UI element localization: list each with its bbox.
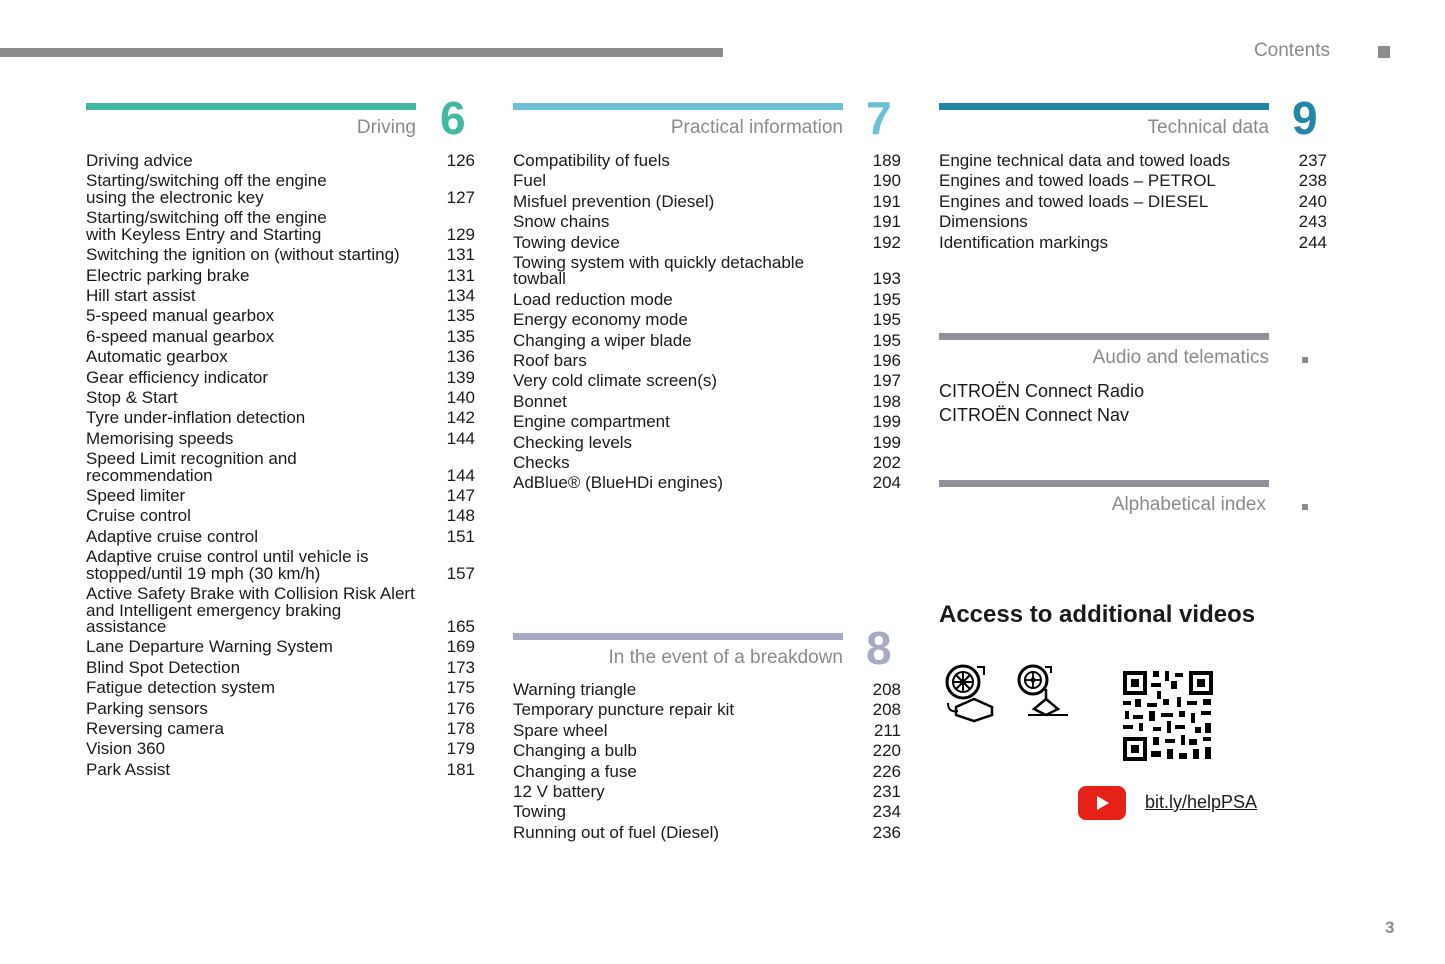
toc-entry-page: 135 [446,326,475,346]
toc-entry-page: 226 [872,761,901,781]
toc-entry-page: 231 [872,781,901,801]
toc-entry[interactable] [86,349,475,366]
toc-entry-page: 237 [1298,151,1327,170]
toc-practical-list [513,153,901,496]
section-technical-number[interactable]: 9 [1292,92,1318,144]
toc-entry[interactable] [513,743,901,760]
toc-entry-page: 151 [446,526,475,546]
toc-entry[interactable] [513,452,901,472]
toc-entry-label: Lane Departure Warning System [86,637,333,657]
tyre-repair-kit-icon [944,663,996,723]
toc-entry-page: 139 [446,367,475,387]
toc-entry-page: 220 [872,741,901,761]
help-video-link[interactable]: bit.ly/helpPSA [1145,792,1258,812]
toc-entry[interactable] [513,475,901,492]
toc-entry[interactable] [86,410,475,427]
toc-entry-page: 148 [446,506,475,526]
toc-entry-page: 244 [1298,232,1327,252]
toc-entry-page: 165 [446,617,475,637]
toc-entry-label: Towing system with quickly detachable towball [513,252,805,289]
toc-entry-label: Park Assist [86,759,171,779]
toc-entry-page: 198 [872,391,901,411]
toc-entry[interactable] [939,153,1327,170]
toc-entry-page: 197 [872,371,901,391]
toc-entry[interactable] [86,451,475,484]
toc-entry[interactable] [513,682,901,699]
section-driving-number[interactable]: 6 [440,92,466,144]
toc-entry-label: Checks [513,452,570,472]
toc-entry-page: 178 [446,718,475,738]
toc-entry-label: Electric parking brake [86,265,250,285]
toc-entry-page: 238 [1298,171,1327,191]
toc-entry-label: Parking sensors [86,698,208,718]
toc-entry-label: Misfuel prevention (Diesel) [513,191,715,211]
toc-entry[interactable] [86,485,475,505]
toc-entry-label: Tyre under-inflation detection [86,408,306,428]
toc-entry[interactable] [86,741,475,758]
toc-entry-label: Hill start assist [86,285,196,305]
toc-entry[interactable] [513,289,901,309]
toc-entry[interactable] [86,247,475,264]
toc-entry-label: 5-speed manual gearbox [86,306,275,326]
section-practical-title[interactable]: Practical information [670,117,843,138]
toc-entry[interactable] [86,718,475,738]
toc-entry-page: 204 [872,473,901,493]
toc-entry[interactable] [513,252,901,289]
toc-entry[interactable] [513,822,901,842]
toc-entry[interactable] [513,391,901,411]
toc-entry-label: Engines and towed loads – DIESEL [939,191,1209,211]
toc-entry-page: 131 [446,245,475,265]
section-technical-title[interactable]: Technical data [1147,117,1269,138]
toc-entry-label: Changing a fuse [513,761,637,781]
toc-entry-label: Changing a wiper blade [513,330,692,350]
toc-entry-label: Blind Spot Detection [86,657,241,677]
toc-entry-page: 192 [872,232,901,252]
toc-entry-label: Active Safety Brake with Collision Risk Alert and Intelligent emergency braking assistance [86,584,415,637]
toc-breakdown-list [513,682,901,845]
toc-entry[interactable] [939,173,1327,190]
toc-entry[interactable] [513,353,901,370]
toc-entry[interactable] [513,720,901,740]
audio-link-connect-radio[interactable]: CITROËN Connect Radio [939,381,1145,401]
toc-entry-page: 173 [446,657,475,677]
toc-entry[interactable] [86,680,475,697]
toc-entry-page: 144 [446,428,475,448]
toc-entry[interactable] [513,432,901,452]
toc-entry-page: 208 [872,680,901,699]
toc-entry-label: Load reduction mode [513,289,673,309]
toc-technical-list [939,153,1327,255]
toc-entry-page: 127 [446,187,475,207]
toc-entry-label: Identification markings [939,232,1109,252]
toc-entry-label: 6-speed manual gearbox [86,326,275,346]
section-driving-title[interactable]: Driving [356,117,416,138]
toc-entry-label: Running out of fuel (Diesel) [513,822,720,842]
toc-entry-label: 12 V battery [513,781,605,801]
toc-entry-page: 199 [872,412,901,432]
toc-entry[interactable] [513,804,901,821]
toc-entry-label: Towing device [513,232,620,252]
toc-entry-label: Automatic gearbox [86,347,228,367]
toc-entry-label: Engines and towed loads – PETROL [939,171,1216,191]
youtube-button[interactable] [1078,786,1126,820]
toc-entry-page: 131 [446,265,475,285]
section-breakdown-title[interactable]: In the event of a breakdown [608,647,843,668]
section-audio-title[interactable]: Audio and telematics [1092,347,1269,368]
toc-entry-label: Fatigue detection system [86,678,275,698]
toc-entry-page: 234 [872,802,901,822]
toc-entry[interactable] [86,586,475,636]
toc-entry-label: Driving advice [86,151,193,170]
toc-entry[interactable] [86,308,475,325]
toc-entry[interactable] [513,414,901,431]
toc-entry-page: 193 [872,269,901,289]
toc-entry-label: Very cold climate screen(s) [513,371,718,391]
toc-entry-label: AdBlue® (BlueHDi engines) [513,473,724,493]
toc-entry-page: 191 [872,191,901,211]
toc-driving-list [86,153,475,782]
toc-entry[interactable] [513,173,901,190]
toc-entry-label: Dimensions [939,212,1028,232]
toc-entry[interactable] [86,549,475,582]
toc-entry-page: 157 [446,563,475,583]
toc-entry-page: 190 [872,171,901,191]
toc-entry-page: 195 [872,289,901,309]
toc-entry-label: Compatibility of fuels [513,151,670,170]
toc-entry-label: Stop & Start [86,387,178,407]
toc-entry-page: 196 [872,351,901,371]
toc-entry-label: Speed limiter [86,485,186,505]
toc-entry-page: 243 [1298,212,1327,232]
toc-entry[interactable] [86,387,475,407]
toc-entry[interactable] [513,330,901,350]
toc-entry-page: 176 [446,698,475,718]
page-title: Contents [1253,40,1330,61]
toc-entry-page: 181 [446,759,475,779]
toc-entry-page: 144 [446,465,475,485]
toc-entry-label: Energy economy mode [513,310,688,330]
page-number: 3 [1385,918,1395,937]
toc-entry-label: Memorising speeds [86,428,234,448]
toc-entry-page: 211 [873,720,901,740]
toc-entry-page: 175 [446,678,475,698]
toc-entry-page: 129 [446,224,475,244]
toc-entry[interactable] [513,191,901,211]
toc-entry[interactable] [513,702,901,719]
toc-entry[interactable] [86,698,475,718]
toc-entry-label: Spare wheel [513,720,608,740]
spare-wheel-jack-icon [1016,663,1072,719]
toc-entry[interactable] [86,657,475,677]
toc-entry-label: Starting/switching off the engine with Keyless Entry and Starting [86,208,327,244]
toc-entry-label: Fuel [513,171,547,191]
toc-entry-page: 189 [872,151,901,170]
toc-entry-label: Snow chains [513,212,610,232]
toc-entry-label: Bonnet [513,391,567,411]
toc-entry[interactable] [86,428,475,448]
toc-entry-label: Adaptive cruise control [86,526,258,546]
toc-entry-page: 142 [446,408,475,428]
toc-entry-label: Gear efficiency indicator [86,367,269,387]
toc-entry[interactable] [86,367,475,387]
toc-entry-label: Roof bars [513,351,587,371]
toc-entry[interactable] [513,153,901,170]
toc-entry-page: 136 [446,347,475,367]
section-index-title[interactable]: Alphabetical index [1111,494,1266,515]
toc-entry-page: 191 [872,212,901,232]
toc-entry-label: Switching the ignition on (without starting) [86,245,400,265]
toc-entry-page: 179 [446,739,475,759]
toc-entry-page: 147 [446,485,475,505]
section-breakdown-rule [513,633,843,640]
section-breakdown-number[interactable]: 8 [866,622,892,674]
toc-entry-label: Engine technical data and towed loads [939,151,1231,170]
toc-entry[interactable] [86,326,475,346]
toc-entry[interactable] [86,210,475,243]
toc-entry[interactable] [939,232,1327,252]
toc-entry-page: 126 [446,151,475,170]
toc-entry-page: 134 [446,285,475,305]
section-technical-rule [939,103,1269,110]
toc-entry[interactable] [513,781,901,801]
toc-entry-label: Warning triangle [513,680,637,699]
toc-entry[interactable] [86,526,475,546]
toc-entry-label: Starting/switching off the engine using the electronic key [86,171,327,207]
section-audio-square-marker [1302,357,1308,363]
toc-entry[interactable] [513,373,901,390]
toc-entry[interactable] [86,285,475,305]
toc-entry[interactable] [86,639,475,656]
header-square-marker [1378,46,1390,58]
toc-entry-label: Changing a bulb [513,741,637,761]
toc-entry-page: 169 [446,637,475,657]
videos-heading: Access to additional videos [939,601,1256,628]
toc-entry-label: Temporary puncture repair kit [513,700,735,720]
toc-entry-page: 240 [1298,191,1327,211]
toc-entry-label: Engine compartment [513,412,670,432]
qr-code-icon[interactable] [1121,669,1215,763]
toc-entry[interactable] [513,312,901,329]
toc-entry-label: Checking levels [513,432,633,452]
toc-entry-label: Speed Limit recognition and recommendation [86,449,297,485]
toc-entry[interactable] [86,173,475,206]
toc-entry-page: 195 [872,330,901,350]
toc-entry-page: 199 [872,432,901,452]
toc-entry-page: 195 [872,310,901,330]
toc-entry[interactable] [86,508,475,525]
toc-entry-label: Towing [513,802,566,822]
toc-entry-label: Adaptive cruise control until vehicle is stopped/until 19 mph (30 km/h) [86,547,369,583]
toc-entry-page: 236 [872,822,901,842]
toc-entry[interactable] [86,153,475,170]
toc-entry[interactable] [86,265,475,285]
toc-entry[interactable] [513,761,901,781]
toc-entry-label: Vision 360 [86,739,166,759]
toc-entry-page: 135 [446,306,475,326]
section-driving-rule [86,103,416,110]
toc-entry[interactable] [939,191,1327,211]
toc-entry-page: 202 [872,452,901,472]
toc-entry[interactable] [513,232,901,252]
header-rule [0,48,723,57]
toc-entry[interactable] [513,214,901,231]
audio-link-connect-nav[interactable]: CITROËN Connect Nav [939,405,1130,425]
toc-entry-page: 140 [446,387,475,407]
toc-entry-label: Reversing camera [86,718,224,738]
youtube-play-icon [1078,786,1126,820]
section-practical-rule [513,103,843,110]
section-practical-number[interactable]: 7 [866,92,892,144]
section-index-rule [939,480,1269,487]
toc-entry[interactable] [86,759,475,779]
toc-entry-label: Cruise control [86,506,191,526]
section-index-square-marker [1302,504,1308,510]
toc-entry-page: 208 [872,700,901,720]
section-audio-rule [939,333,1269,340]
toc-entry[interactable] [939,214,1327,231]
